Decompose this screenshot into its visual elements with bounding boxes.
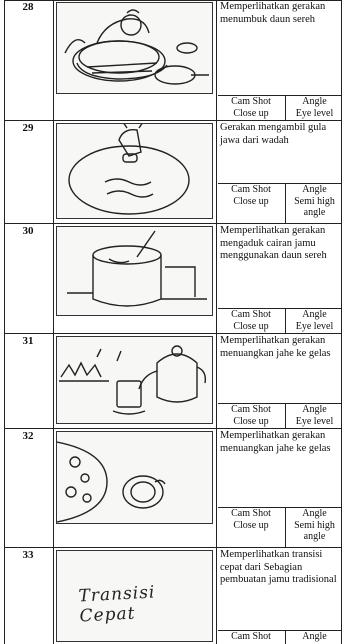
cam-shot-label: Cam Shot: [231, 508, 271, 519]
shot-description: Memperlihatkan gerakan menuangkan jahe ke gelas: [220, 335, 331, 359]
shot-description: Memperlihatkan transisi cepat dari Sebagian pembuatan jamu tradisional: [220, 549, 337, 585]
table-row: [4, 334, 342, 429]
shot-number: 29: [22, 122, 34, 134]
angle-value: Eye level: [295, 107, 334, 119]
cam-shot-label: Cam Shot: [231, 184, 271, 195]
angle-label: Angle: [302, 96, 327, 107]
sketch-handwritten-text: Transisi Cepat: [78, 582, 156, 627]
table-row: [4, 0, 342, 121]
sketch-image: [56, 336, 213, 424]
shot-description: Gerakan mengambil gula jawa dari wadah: [220, 122, 327, 146]
angle-value: Semi high angle: [294, 519, 335, 542]
angle-value: Eye level: [295, 320, 334, 332]
sketch-image: [56, 123, 213, 219]
shot-number: 28: [22, 1, 34, 13]
cam-shot-value: Close up: [233, 320, 269, 332]
shot-number: 31: [22, 335, 34, 347]
shot-number: 32: [22, 430, 34, 442]
cam-shot-label: Cam Shot: [231, 309, 271, 320]
angle-label: Angle: [302, 631, 327, 642]
sketch-image: [56, 550, 213, 642]
cam-shot-label: Cam Shot: [231, 96, 271, 107]
angle-value: Eye level: [295, 415, 334, 427]
sketch-image: [56, 431, 213, 524]
camera-table: [218, 507, 342, 547]
sketch-image: [56, 226, 213, 316]
angle-label: Angle: [302, 508, 327, 519]
storyboard-table: [4, 0, 342, 644]
angle-label: Angle: [302, 309, 327, 320]
camera-table: [218, 183, 342, 223]
cam-shot-value: Close up: [233, 519, 269, 531]
shot-number: 33: [22, 549, 34, 561]
table-row: [4, 429, 342, 548]
cam-shot-value: Close up: [233, 195, 269, 207]
sketch-image: [56, 2, 213, 94]
shot-description: Memperlihatkan gerakan menuangkan jahe ke gelas: [220, 430, 331, 454]
shot-number: 30: [22, 225, 34, 237]
table-row: [4, 224, 342, 334]
angle-label: Angle: [302, 184, 327, 195]
cam-shot-value: Close up: [233, 107, 269, 119]
angle-label: Angle: [302, 404, 327, 415]
table-row: [4, 548, 342, 644]
camera-table: [218, 95, 342, 120]
cam-shot-label: Cam Shot: [231, 631, 271, 642]
cam-shot-label: Cam Shot: [231, 404, 271, 415]
shot-description: Memperlihatkan gerakan mengaduk cairan jamu menggunakan daun sereh: [220, 225, 327, 261]
camera-table: [218, 308, 342, 333]
shot-description: Memperlihatkan gerakan menumbuk daun sereh: [220, 1, 326, 25]
table-row: [4, 121, 342, 224]
camera-table: [218, 630, 342, 644]
cam-shot-value: Close up: [233, 415, 269, 427]
angle-value: Semi high angle: [294, 195, 335, 218]
camera-table: [218, 403, 342, 428]
